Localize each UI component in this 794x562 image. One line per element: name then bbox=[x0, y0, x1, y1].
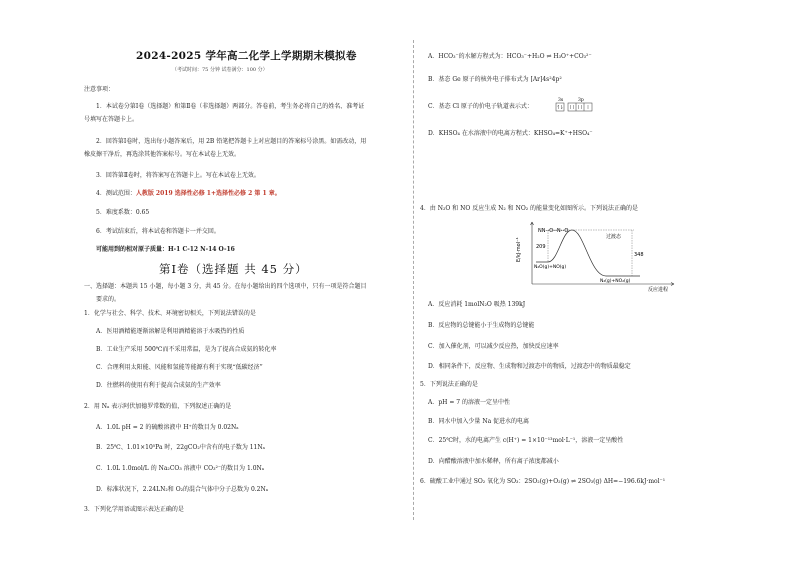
notice-item-1-cont: 号填写在答题卡上。 bbox=[84, 116, 139, 123]
q4-option-a: A．反应消耗 1molN₂O 吸热 139kJ bbox=[428, 301, 526, 308]
energy-diagram bbox=[514, 218, 684, 296]
q4-option-d: D．相同条件下，反应物、生成物和过渡态中的物质，过渡态中的物质最稳定 bbox=[428, 363, 631, 370]
atomic-mass-line bbox=[96, 246, 235, 254]
q2-option-a: A．1.0L pH = 2 的硫酸溶液中 H⁺的数目为 0.02Nₐ bbox=[96, 424, 239, 431]
page-title: 2024-2025 学年高二化学上学期期末模拟卷 bbox=[136, 50, 357, 62]
section-instruction-1: 一、选择题：本题共 15 小题，每小题 3 分，共 45 分。在每小题给出的四个选项中，只有一项是符合题目 bbox=[84, 283, 367, 290]
orbital-diagram-svg bbox=[554, 96, 614, 114]
q2-option-c: C．1.0L 1.0mol/L 的 Na₂CO₃ 溶液中 CO₃²⁻的数目为 1.0Nₐ bbox=[96, 465, 265, 472]
notice-item-5: 5．难度系数：0.65 bbox=[96, 209, 150, 216]
atomic-mass-label: 可能用到的相对原子质量： bbox=[96, 246, 169, 253]
section-instruction-2: 要求的。 bbox=[96, 296, 121, 303]
q5-option-c: C．25℃时，水的电离产生 c(H⁺) = 1×10⁻¹³mol·L⁻¹，溶液一定呈酸性 bbox=[428, 437, 624, 444]
energy-value-right: 348 bbox=[634, 252, 644, 258]
q3-stem: 3．下列化学用语或图示表达正确的是 bbox=[84, 506, 184, 513]
product-label: N₂(g)+NO₂(g) bbox=[600, 279, 631, 284]
orbital-label-3s: 3s bbox=[558, 98, 564, 103]
orbital-diagram bbox=[554, 96, 614, 118]
q1-stem: 1．化学与社会、科学、技术、环境密切相关，下列说法错误的是 bbox=[84, 310, 256, 317]
test-scope-value: 人教版 2019 选择性必修 1+选择性必修 2 第 1 章。 bbox=[135, 190, 281, 197]
notice-item-2: 2．回答第Ⅰ卷时，选出每小题答案后，用 2B 铅笔把答题卡上对应题目的答案标号涂黑。如需改动，用 bbox=[96, 138, 367, 145]
atomic-mass-values: H-1 C-12 N-14 O-16 bbox=[168, 246, 235, 253]
q5-stem: 5．下列说法正确的是 bbox=[420, 381, 478, 388]
q4-option-b: B．反应物的总键能小于生成物的总键能 bbox=[428, 322, 535, 329]
transition-state-label: NN--O--N--O bbox=[538, 228, 569, 234]
q3-option-b: B．基态 Ge 原子的核外电子排布式为 [Ar]4s²4p² bbox=[428, 76, 562, 83]
q1-option-b: B．工业生产采用 500℃而不采用常温，是为了提高合成氨的转化率 bbox=[96, 346, 277, 353]
q5-option-d: D．向醋酸溶液中加水稀释，所有离子浓度都减小 bbox=[428, 458, 559, 465]
q4-stem: 4．由 N₂O 和 NO 反应生成 N₂ 和 NO₂ 的能量变化如图所示。下列说法正确的是 bbox=[420, 205, 639, 212]
notice-item-3: 3．回答第Ⅱ卷时，将答案写在答题卡上。写在本试卷上无效。 bbox=[96, 172, 260, 179]
orbital-box-3p bbox=[568, 103, 592, 111]
q4-option-c: C．加入催化剂，可以减少反应热，加快反应速率 bbox=[428, 343, 559, 350]
section-title: 第Ⅰ卷（选择题 共 45 分） bbox=[159, 262, 308, 276]
orbital-label-3p: 3p bbox=[578, 98, 584, 103]
q1-option-a: A．医用酒精能逐渐溶解是利用酒精能溶于水吸热的性质 bbox=[96, 328, 245, 335]
right-column bbox=[414, 0, 794, 562]
q3-option-a: A．HCO₃⁻的水解方程式为：HCO₃⁻+H₂O ⇌ H₃O⁺+CO₃²⁻ bbox=[428, 53, 592, 60]
q3-option-d: D．KHSO₄ 在水溶液中的电离方程式：KHSO₄=K⁺+HSO₄⁻ bbox=[428, 130, 593, 137]
transition-state-note: 过渡态 bbox=[606, 234, 622, 240]
q5-option-b: B．同水中加入少量 Na 促进水的电离 bbox=[428, 418, 530, 425]
q1-option-c: C．合理利用太阳能、风能和氢能等能源有利于实现“低碳经济” bbox=[96, 364, 263, 371]
x-axis-label: 反应进程 bbox=[648, 287, 669, 292]
notice-heading: 注意事项： bbox=[84, 86, 115, 93]
notice-item-6: 6．考试结束后，将本试卷和答题卡一并交回。 bbox=[96, 228, 220, 235]
notice-item-2-cont: 橡皮擦干净后，再选涂其他答案标号。写在本试卷上无效。 bbox=[84, 151, 241, 158]
q3-option-c: C．基态 Cl 原子的价电子轨道表示式： bbox=[428, 103, 533, 110]
exam-subtitle: （考试时间：75 分钟 试卷满分：100 分） bbox=[172, 67, 268, 73]
y-axis-label: E/kJ·mol⁻¹ bbox=[516, 237, 522, 262]
reactant-label: N₂O(g)+NO(g) bbox=[534, 265, 567, 270]
orbital-arrows-3s bbox=[558, 105, 563, 109]
orbital-arrows-3p bbox=[571, 105, 589, 109]
q5-option-a: A．pH = 7 的溶液一定呈中性 bbox=[428, 399, 510, 406]
orbital-box-3s bbox=[556, 103, 564, 111]
q1-option-d: D．往燃料的使用有利于提高合成氨的生产效率 bbox=[96, 382, 221, 389]
test-scope-label: 4．测试范围： bbox=[96, 190, 136, 197]
q6-stem: 6．硫酸工业中通过 SO₂ 氧化为 SO₃：2SO₂(g)+O₂(g) ⇌ 2SO₃(g) ΔH=−196.6kJ·mol⁻¹ bbox=[420, 478, 666, 485]
energy-value-left: 209 bbox=[536, 244, 546, 250]
q2-option-b: B．25℃、1.01×10⁵Pa 时，22gCO₂中含有的电子数为 11Nₐ bbox=[96, 444, 265, 451]
energy-diagram-svg bbox=[514, 218, 684, 292]
q2-option-d: D．标准状况下，2.24LN₂和 O₂的混合气体中分子总数为 0.2Nₐ bbox=[96, 486, 269, 493]
notice-item-1: 1．本试卷分第Ⅰ卷（选择题）和第Ⅱ卷（非选择题）两部分。答卷前，考生务必将自己的姓名、准考证 bbox=[96, 103, 365, 110]
q2-stem: 2．用 Nₐ 表示阿伏加德罗常数的值，下列叙述正确的是 bbox=[84, 403, 232, 410]
notice-item-4 bbox=[96, 190, 281, 198]
